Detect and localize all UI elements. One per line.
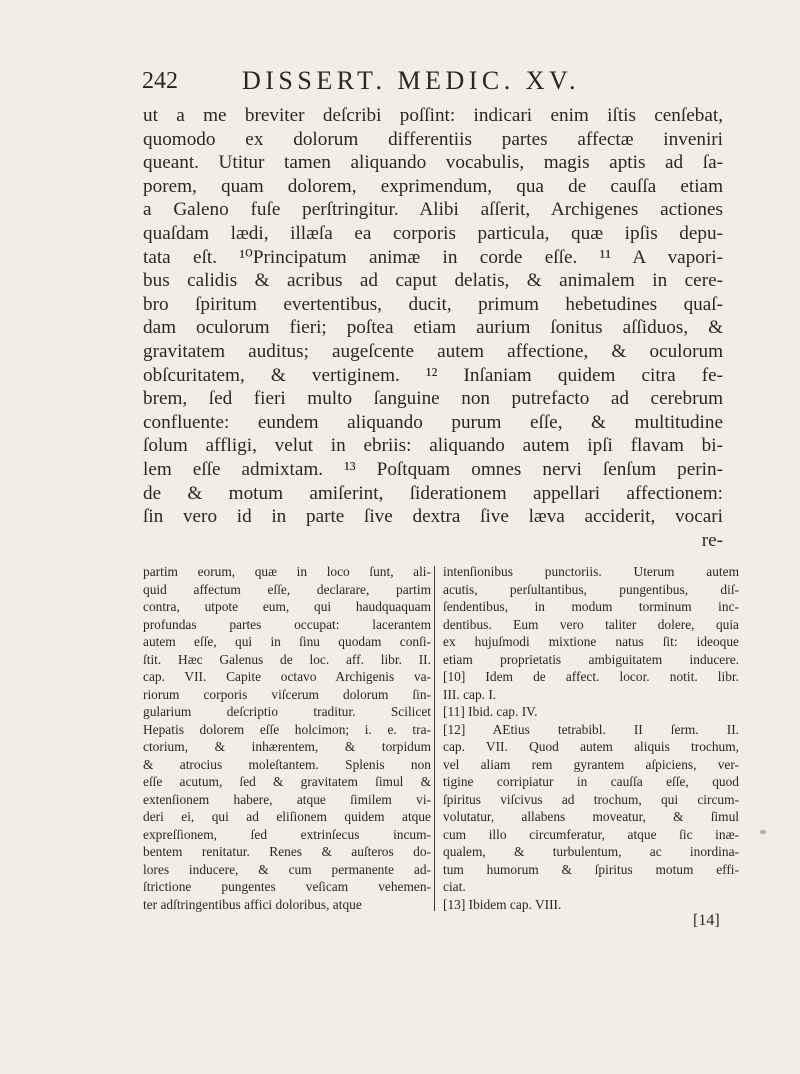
footnote-line: ſendentibus, in modum torminum inc- — [443, 599, 739, 614]
footnote-line: autem eſſe, qui in ſinu quodam conſi- — [143, 634, 431, 649]
text-line: obſcuritatem, & vertiginem. ¹² Inſaniam quidem citra fe- — [143, 364, 723, 386]
footnote-line: [12] AEtius tetrabibl. II ſerm. II. — [443, 721, 739, 737]
footnote-line: acutis, perſultantibus, pungentibus, diſ- — [443, 581, 739, 597]
text-line: brem, ſed fieri multo ſanguine non putrefacto ad cerebrum — [143, 388, 723, 410]
footnote-line: & atrocius moleſtantem. Splenis non — [143, 756, 431, 772]
footnote-line: bentem renitatur. Renes & auſteros do- — [143, 844, 431, 859]
footnote-line: Hepatis dolorem eſſe holcimon; i. e. tra- — [143, 721, 431, 737]
footnote-line: ſtit. Hæc Galenus de loc. aff. libr. II. — [143, 651, 431, 667]
footnote-line: cap. VII. Capite octavo Archigenis va- — [143, 669, 431, 684]
footnote-line: ſtrictione pungentes veſicam vehemen- — [143, 879, 431, 894]
running-title: DISSERT. MEDIC. XV. — [242, 66, 580, 95]
column-divider — [434, 566, 435, 911]
text-line: dam oculorum fieri; poſtea etiam aurium ſonitus aſſiduos, & — [143, 317, 723, 339]
page-number: 242 — [142, 68, 178, 94]
footnote-line: tigine corripiatur in cauſſa eſſe, quod — [443, 774, 739, 789]
footnote-line: [11] Ibid. cap. IV. — [443, 704, 538, 719]
text-line: porem, quam dolorem, exprimendum, qua de cauſſa etiam — [143, 175, 723, 197]
paper-speck — [760, 830, 766, 834]
footnote-line: deri ei, qui ad eliſionem quidem atque — [143, 809, 431, 824]
text-line: bus calidis & acribus ad caput delatis, & animalem in cere- — [143, 270, 723, 292]
footnote-line: lores inducere, & cum permanente ad- — [143, 861, 431, 877]
text-line: quomodo ex dolorum differentiis partes affectæ inveniri — [143, 128, 723, 150]
footnote-line: [10] Idem de affect. locor. notit. libr. — [443, 669, 739, 684]
footnote-line: vel aliam rem gyrantem aſpiciens, ver- — [443, 756, 739, 772]
text-line: ſin vero id in parte ſive dextra ſive læva acciderit, vocari — [143, 506, 723, 528]
footnote-line: gularium deſcriptio traditur. Scilicet — [143, 704, 431, 719]
text-line: lem eſſe admixtam. ¹³ Poſtquam omnes nervi ſenſum perin- — [143, 458, 723, 480]
footnote-line: intenſionibus punctoriis. Uterum autem — [443, 564, 739, 579]
footnote-line: contra, utpote eum, qui haudquaquam — [143, 599, 431, 614]
text-line: bro ſpiritum evertentibus, ducit, primum hebetudines quaſ- — [143, 293, 723, 315]
footnote-line: dentibus. Eum vero taliter dolere, quia — [443, 616, 739, 632]
footnotes-right-column — [443, 563, 739, 913]
footnote-line: ctorium, & inhærentem, & torpidum — [143, 739, 431, 754]
footnote-line: eſſe acutum, ſed & gravitatem ſimul & — [143, 774, 431, 789]
footnote-line: extenſionem habere, atque ſimilem vi- — [143, 791, 431, 807]
footnote-line: ciat. — [443, 879, 466, 894]
footnote-line: quid affectum eſſe, declarare, partim — [143, 581, 431, 597]
footnote-line: ſpiritus viſcivus ad trochum, qui circum- — [443, 791, 739, 807]
footnote-line: etiam proprietatis ambiguitatem inducere. — [443, 651, 739, 667]
footnote-line: cum illo circumferatur, atque ſic inæ- — [443, 826, 739, 842]
text-line: re- — [701, 529, 723, 551]
text-line: tata eſt. ¹⁰Principatum animæ in corde eſſe. ¹¹ A vapori- — [143, 246, 723, 268]
text-line: ſolum affligi, velut in ebriis: aliquando autem ipſi flavam bi- — [143, 435, 723, 457]
footnote-line: ter adſtringentibus affici doloribus, atque — [143, 896, 362, 912]
main-text-block — [143, 104, 723, 552]
footnote-line: volutatur, allabens moveatur, & ſimul — [443, 809, 739, 824]
text-line: confluente: eundem aliquando purum eſſe, & multitudine — [143, 411, 723, 433]
footnote-line: III. cap. I. — [443, 686, 497, 702]
text-line: ut a me breviter deſcribi poſſint: indicari enim iſtis cenſebat, — [143, 105, 723, 126]
text-line: de & motum amiſerint, ſiderationem appellari affectionem: — [143, 482, 723, 504]
text-line: queant. Utitur tamen aliquando vocabulis, magis aptis ad ſa- — [143, 152, 723, 174]
footnotes-left-column — [143, 563, 431, 913]
footnote-line: profundas partes occupat: lacerantem — [143, 616, 431, 632]
footnote-line: cap. VII. Quod autem aliquis trochum, — [443, 739, 739, 754]
footnote-line: tum humorum & ſpiritus motum effi- — [443, 861, 739, 877]
catchword: [14] — [693, 912, 720, 929]
text-line: quaſdam lædi, illæſa ea corporis particula, quæ ipſis depu- — [143, 222, 723, 244]
footnote-line: riorum corporis viſcerum dolorum ſin- — [143, 686, 431, 702]
page-header — [142, 66, 662, 100]
footnote-line: partim eorum, quæ in loco ſunt, ali- — [143, 564, 431, 579]
text-line: gravitatem auditus; augeſcente autem affectione, & oculorum — [143, 340, 723, 362]
footnote-line: qualem, & turbulentum, ac inordina- — [443, 844, 739, 859]
footnote-line: [13] Ibidem cap. VIII. — [443, 896, 562, 912]
footnote-line: ex hujuſmodi mixtione natus ſit: ideoque — [443, 634, 739, 649]
text-line: a Galeno fuſe perſtringitur. Alibi aſſerit, Archigenes actiones — [143, 199, 723, 221]
footnote-line: expreſſionem, ſed extrinſecus incum- — [143, 826, 431, 842]
